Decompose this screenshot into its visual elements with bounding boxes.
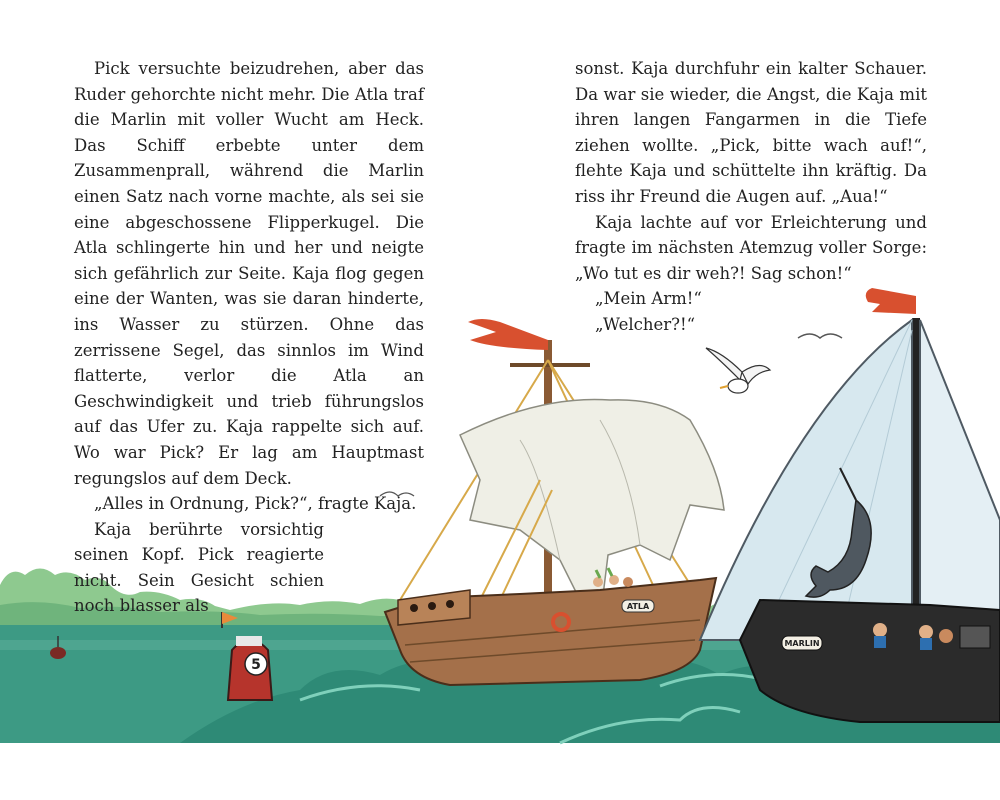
ship-marlin-name: MARLIN: [784, 639, 820, 648]
paragraph: Kaja lachte auf vor Erleichterung und fragte im nächsten Atemzug voller Sorge: „Wo tut es dir weh?! Sag schon!“: [575, 212, 927, 283]
paragraph: sonst. Kaja durchfuhr ein kalter Schauer. Da war sie wieder, die Angst, die Kaja mit ihren langen Fangarmen in die Tiefe ziehen wollte. „Pick, bitte wach auf!“, flehte Kaja und schüttelte ihn kräftig. Da riss ihr Freund die Augen auf. „Aua!“: [575, 59, 927, 206]
seagull-large: [706, 348, 770, 393]
text-column-left: [74, 56, 424, 619]
paragraph: Pick versuchte beizudrehen, aber das Ruder gehorchte nicht mehr. Die Atla traf die Marlin mit voller Wucht am Heck. Das Schiff erbebte unter dem Zusammenprall, während die Marlin einen Satz nach vorne machte, als sei sie eine abgeschossene Flipperkugel. Die Atla schlingerte hin und her und neigte sich gefährlich zur Seite. Kaja flog gegen eine der Wanten, was sie daran hinderte, ins Wasser zu stürzen. Ohne das zerrissene Segel, das sinnlos im Wind flatterte, verlor die Atla an Geschwindigkeit und trieb führungslos auf das Ufer zu. Kaja rappelte sich auf. Wo war Pick? Er lag am Hauptmast regungslos auf dem Deck.: [74, 59, 424, 488]
paragraph: „Mein Arm!“: [595, 289, 702, 309]
text-column-right: [575, 56, 927, 338]
buoy-number: 5: [251, 657, 261, 673]
ship-atla-name: ATLA: [626, 602, 650, 611]
paragraph: „Welcher?!“: [595, 314, 696, 334]
paragraph: „Alles in Ordnung, Pick?“, fragte Kaja.: [94, 494, 417, 514]
ship-atla: [385, 319, 724, 685]
paragraph: Kaja berührte vorsichtig seinen Kopf. Pick reagierte nicht. Sein Gesicht schien noch blasser als: [74, 519, 324, 616]
